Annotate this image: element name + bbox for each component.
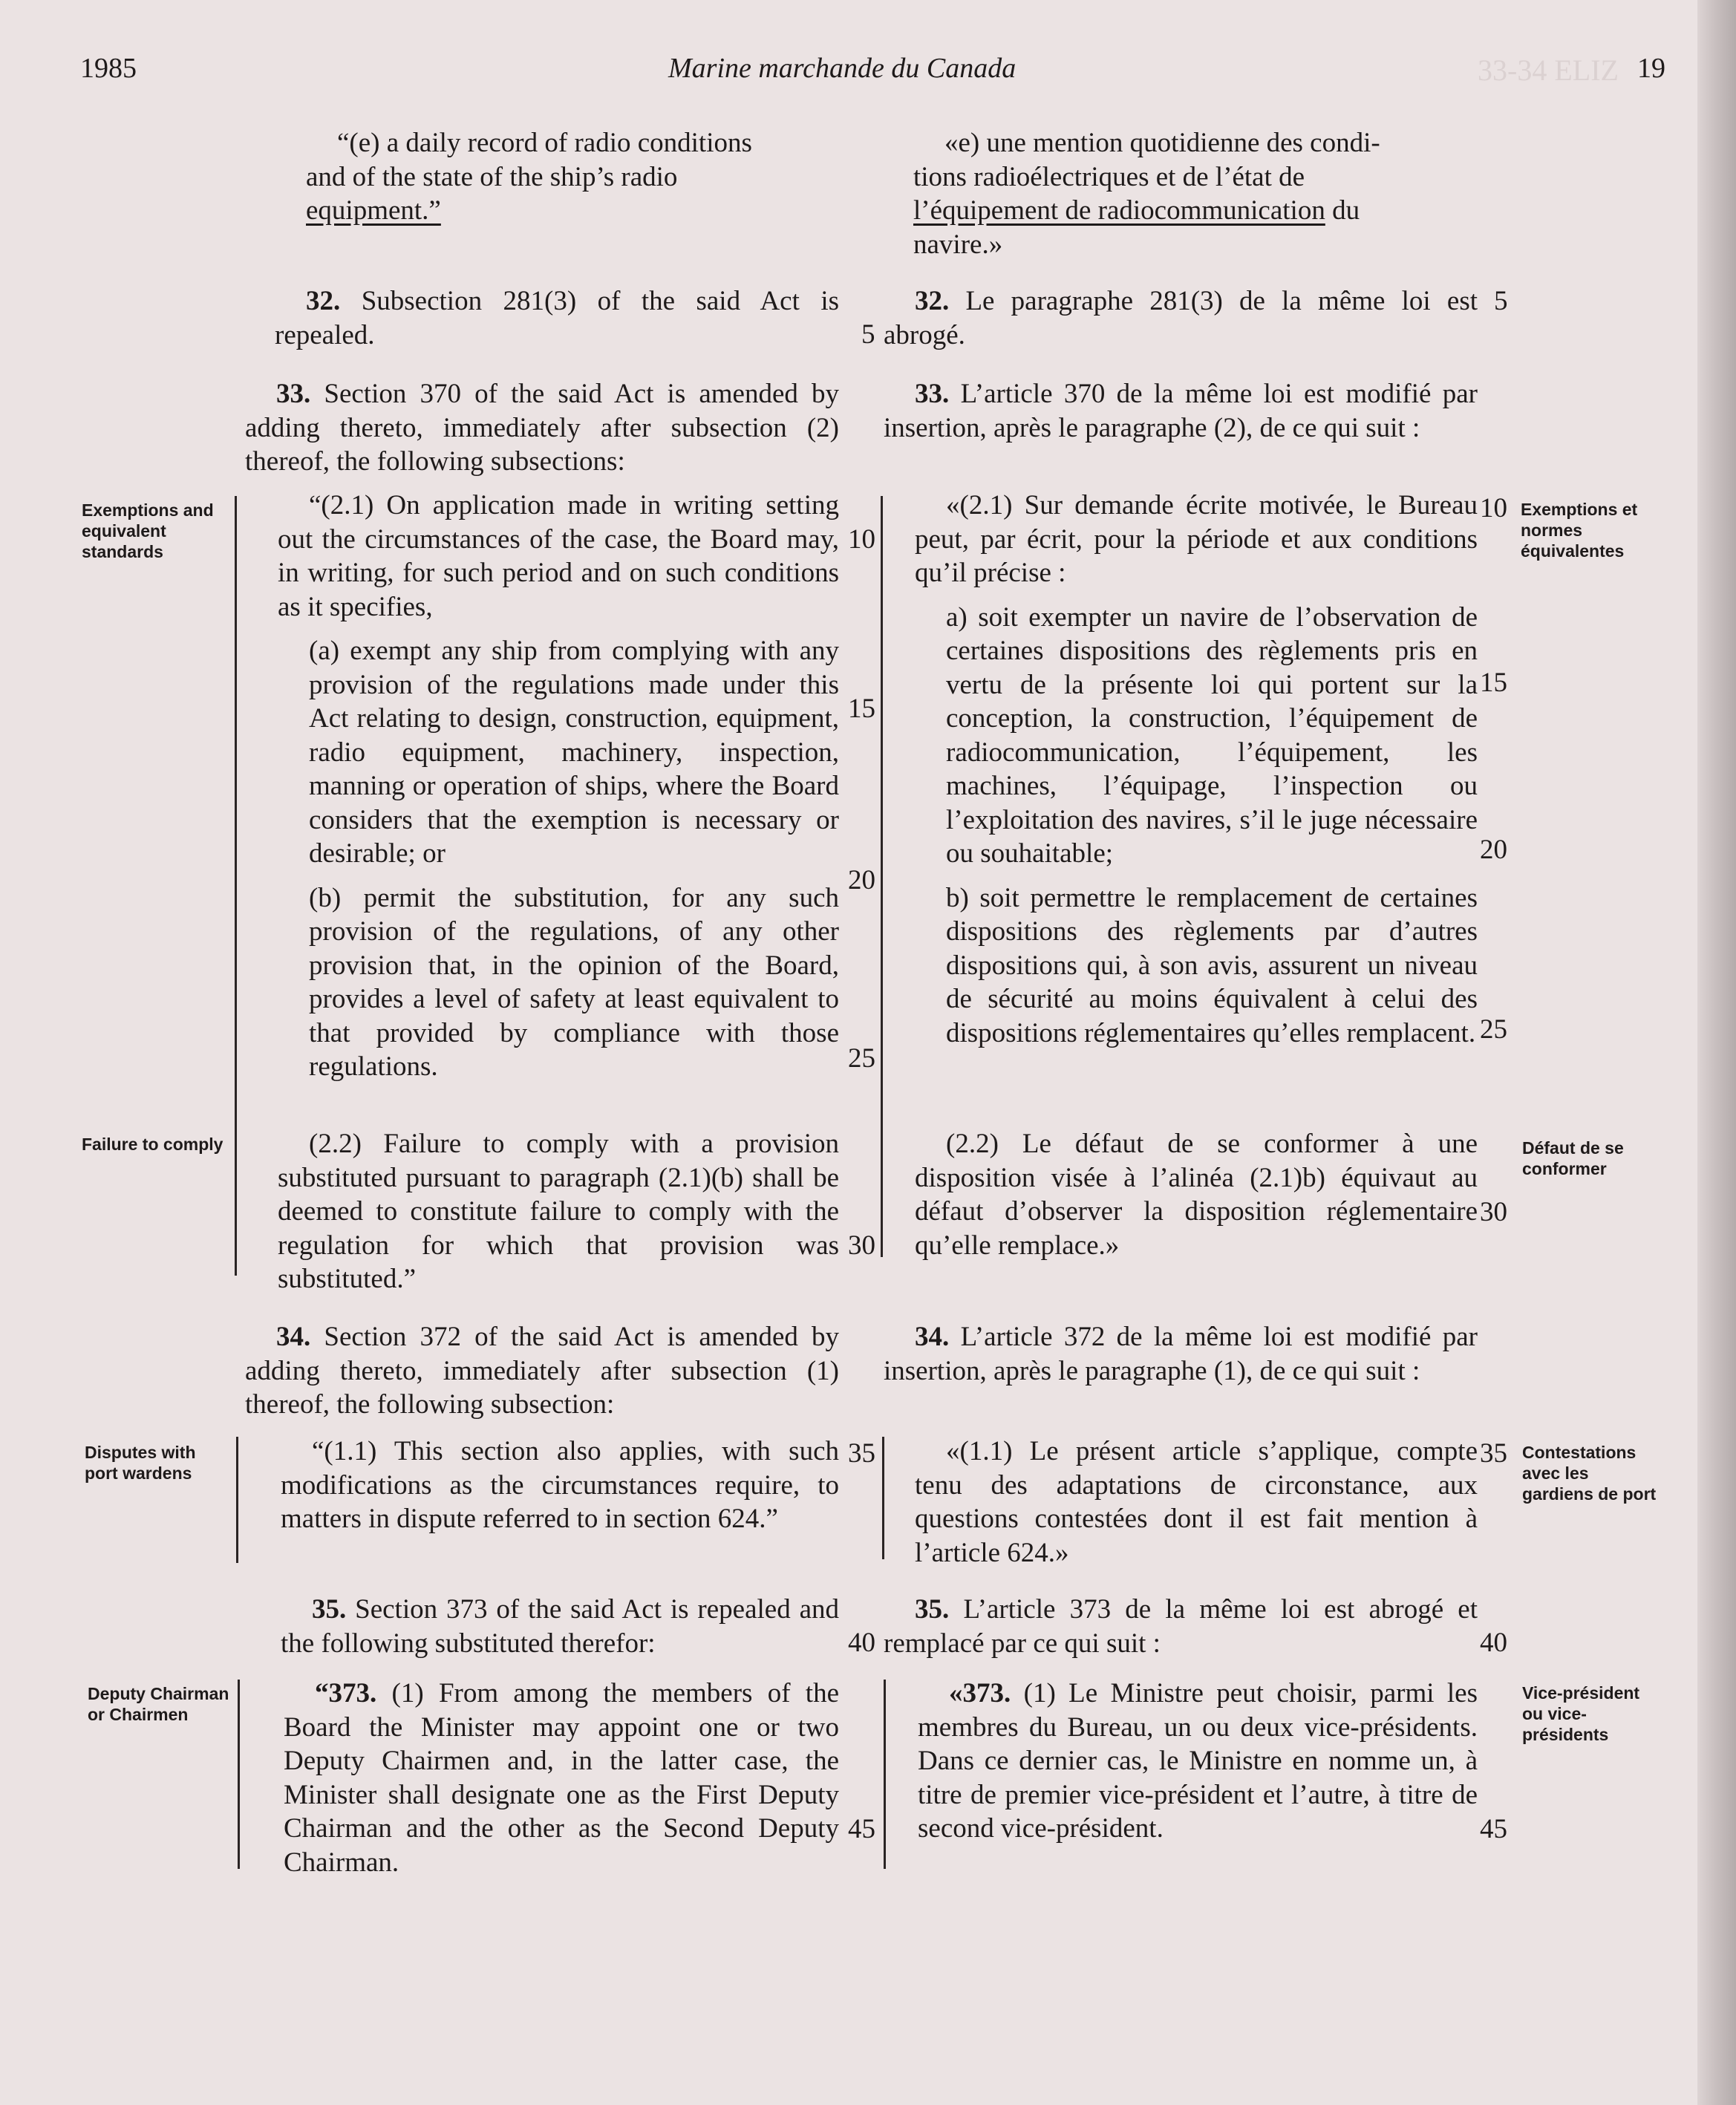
right-para-e — [913, 126, 1478, 261]
line-number-20: 20 — [848, 865, 875, 895]
right-subsection-1-1 — [915, 1435, 1478, 1570]
right-section-35 — [884, 1593, 1478, 1660]
line-number-30-right: 30 — [1480, 1197, 1507, 1227]
margin-bar-left-1 — [235, 496, 237, 1276]
left-s35-text: Section 373 of the said Act is repealed and the following substituted therefor: — [281, 1594, 839, 1659]
line-number-10: 10 — [848, 524, 875, 555]
left-s34-text: Section 372 of the said Act is amended by adding thereto, immediately after subsection (1) thereof, the following subsection: — [245, 1322, 840, 1420]
right-s373-text: (1) Le Ministre peut choisir, parmi les membres du Bureau, un ou deux vice-présidents. Dans ce dernier cas, le Ministre en nomme un, à titre de premier vice-président et l’autre, à titre de second vice-président. — [918, 1678, 1478, 1844]
left-section-373 — [284, 1677, 839, 1879]
right-section-32 — [884, 284, 1478, 352]
right-s21-b: b) soit permettre le remplacement de certaines dispositions des règlements par d’autres dispositions qui, à son avis, assurent un niveau de sécurité au moins équivalent à celui des dispositions réglementaires qu’elles remplacent. — [946, 882, 1478, 1048]
margin-note-deputy-en: Deputy Chairman or Chairmen — [88, 1684, 229, 1724]
line-number-10-right: 10 — [1480, 493, 1507, 523]
right-s32-text: Le paragraphe 281(3) de la même loi est abrogé. — [884, 286, 1478, 350]
right-s32-number: 32. — [915, 286, 950, 316]
left-s32-text: Subsection 281(3) of the said Act is repealed. — [275, 286, 839, 350]
line-number-15: 15 — [848, 693, 875, 724]
page-number: 19 — [1637, 53, 1665, 84]
right-s373-number: «373. — [949, 1678, 1011, 1709]
left-section-33 — [245, 377, 839, 479]
line-number-35: 35 — [848, 1438, 875, 1469]
margin-bar-left-2 — [236, 1437, 238, 1563]
line-number-25: 25 — [848, 1043, 875, 1074]
margin-note-failure-en: Failure to comply — [82, 1135, 223, 1154]
right-s35-number: 35. — [915, 1594, 950, 1625]
left-s34-number: 34. — [276, 1322, 311, 1352]
line-number-45-right: 45 — [1480, 1814, 1507, 1844]
line-number-20-right: 20 — [1480, 835, 1507, 865]
right-subsection-2-1 — [915, 489, 1478, 1050]
margin-bar-left-3 — [238, 1680, 240, 1869]
right-e-line2: tions radioélectriques et de l’état de — [913, 161, 1305, 192]
line-number-5-right: 5 — [1494, 286, 1508, 316]
margin-note-failure-fr: Défaut de se conformer — [1522, 1138, 1624, 1178]
right-e-line4: navire.» — [913, 229, 1003, 260]
left-e-line1: “(e) a daily record of radio conditions — [337, 128, 752, 158]
margin-note-exemptions-en: Exemptions and equivalent standards — [82, 500, 214, 561]
center-bar-3 — [884, 1680, 886, 1869]
left-s33-text: Section 370 of the said Act is amended by adding thereto, immediately after subsection (2) thereof, the following subsections: — [245, 379, 840, 477]
line-number-15-right: 15 — [1480, 668, 1507, 698]
running-title: Marine marchande du Canada — [668, 53, 1017, 84]
left-section-34 — [245, 1320, 839, 1422]
right-s33-number: 33. — [915, 379, 950, 409]
line-number-30: 30 — [848, 1230, 875, 1261]
center-bar-1 — [881, 496, 883, 1257]
show-through-text: 33-34 ELIZ — [1478, 53, 1619, 87]
left-s21-b: (b) permit the substitution, for any such provision of the regulations, of any other provision that, in the opinion of the Board, provides a level of safety at least equivalent to that provided by compliance with those regulations. — [309, 882, 839, 1082]
right-s21-a: a) soit exempter un navire de l’observation de certaines dispositions des règlements pris en vertu de la présente loi qui portent sur la conception, la construction, l’équipement de radiocommunication, l’équipement, les machines, l’équipage, l’inspection ou l’exploitation des navires, s’il le juge nécessaire ou souhaitable; — [946, 601, 1478, 869]
left-s373-text: (1) From among the members of the Board the Minister may appoint one or two Deputy Chairmen and, in the latter case, the Minister shall designate one as the First Deputy Chairman and the other as the Second Deputy Chairman. — [284, 1678, 840, 1878]
page-year: 1985 — [80, 53, 137, 84]
left-s373-number: “373. — [315, 1678, 377, 1709]
left-s35-number: 35. — [312, 1594, 347, 1625]
right-s22-text: (2.2) Le défaut de se conformer à une disposition visée à l’alinéa (2.1)b) équivaut au défaut d’observer la disposition réglementaire qu’elle remplace.» — [915, 1129, 1478, 1261]
right-s34-number: 34. — [915, 1322, 950, 1352]
left-s21-a: (a) exempt any ship from complying with any provision of the regulations made under this Act relating to design, construction, equipment, radio equipment, machinery, inspection, manning or operation of ships, where the Board considers that the exemption is necessary or desirable; or — [309, 636, 839, 869]
left-s32-number: 32. — [306, 286, 341, 316]
line-number-45: 45 — [848, 1814, 875, 1844]
left-subsection-1-1 — [281, 1435, 839, 1536]
margin-note-exemptions-fr: Exemptions et normes équivalentes — [1521, 500, 1638, 561]
left-s22-text: (2.2) Failure to comply with a provision substituted pursuant to paragraph (2.1)(b) shall be deemed to constitute failure to comply with the regulation for which that provision was substituted.” — [278, 1129, 839, 1294]
right-section-33 — [884, 377, 1478, 445]
right-e-line1: «e) une mention quotidienne des condi- — [944, 128, 1380, 158]
left-para-e — [306, 126, 839, 228]
line-number-35-right: 35 — [1480, 1438, 1507, 1469]
right-s34-text: L’article 372 de la même loi est modifié par insertion, après le paragraphe (1), de ce qui suit : — [884, 1322, 1478, 1386]
center-bar-2 — [882, 1437, 884, 1559]
right-s33-text: L’article 370 de la même loi est modifié par insertion, après le paragraphe (2), de ce qui suit : — [884, 379, 1478, 443]
line-number-40-right: 40 — [1480, 1628, 1507, 1658]
page-binding-shadow — [1697, 0, 1736, 2105]
right-section-373 — [918, 1677, 1478, 1846]
margin-note-deputy-fr: Vice-président ou vice-présidents — [1522, 1683, 1640, 1744]
right-s21-intro: «(2.1) Sur demande écrite motivée, le Bureau peut, par écrit, pour la période et aux conditions qu’il précise : — [915, 490, 1478, 588]
line-number-25-right: 25 — [1480, 1014, 1507, 1045]
left-subsection-2-2 — [278, 1127, 839, 1296]
margin-note-disputes-en: Disputes with port wardens — [85, 1443, 196, 1483]
right-subsection-2-2 — [915, 1127, 1478, 1262]
left-e-line3: equipment.” — [306, 195, 441, 226]
right-section-34 — [884, 1320, 1478, 1388]
left-section-35 — [281, 1593, 839, 1660]
line-number-40: 40 — [848, 1628, 875, 1658]
left-e-line2: and of the state of the ship’s radio — [306, 161, 678, 192]
left-s11-text: “(1.1) This section also applies, with such modifications as the circumstances require, to matters in dispute referred to in section 624.” — [281, 1436, 839, 1534]
right-s11-text: «(1.1) Le présent article s’applique, compte tenu des adaptations de circonstance, aux questions contestées dont il est fait mention à l’article 624.» — [915, 1436, 1478, 1568]
left-s33-number: 33. — [276, 379, 311, 409]
right-e-line3: l’équipement de radiocommunication du — [913, 195, 1360, 226]
left-subsection-2-1 — [278, 489, 839, 1084]
right-s35-text: L’article 373 de la même loi est abrogé et remplacé par ce qui suit : — [884, 1594, 1478, 1659]
left-s21-intro: “(2.1) On application made in writing setting out the circumstances of the case, the Board may, in writing, for such period and on such conditions as it specifies, — [278, 490, 839, 622]
line-number-5-left: 5 — [861, 319, 875, 350]
margin-note-disputes-fr: Contestations avec les gardiens de port — [1522, 1443, 1657, 1504]
left-section-32 — [275, 284, 839, 352]
